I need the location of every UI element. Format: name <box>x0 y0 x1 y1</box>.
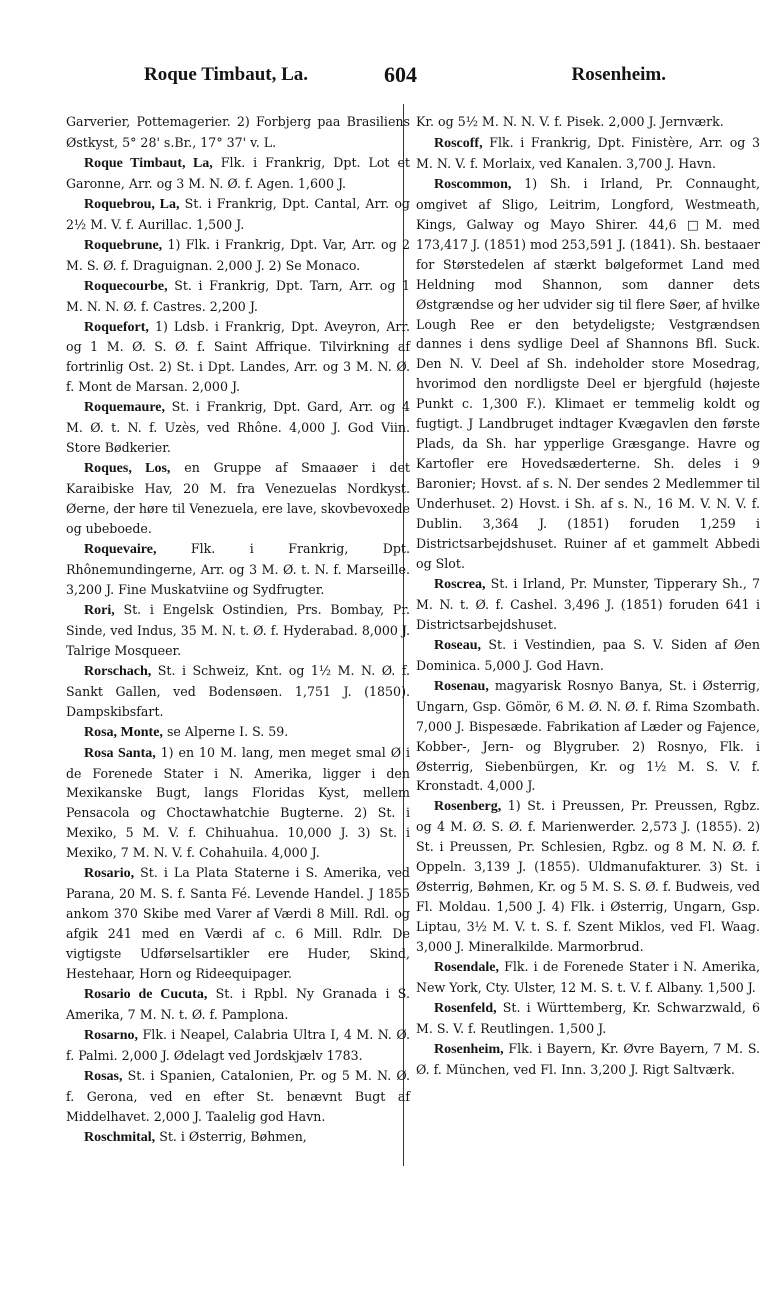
entry: Roscommon, 1) Sh. i Irland, Pr. Connaught, omgivet af Sligo, Leitrim, Longford, Westmeath, Kings, Galway og Mayo Shirer. 44,6 □M. med 173,417 J. (1851) mod 253,591 J. (1841). Sh. bestaaer for Størstedelen af stærkt bølgeformet Land med Heldning mod Shannon, som danner dets Østgrændse og her udvider sig til flere Søer, af hvilke Lough Ree er den betydeligste; Vestgrændsen dannes i dens sydlige Deel af Shannons Bfl. Suck. Den N. V. Deel af Sh. indeholder store Mosedrag, hvorimod den nordligste Deel er bjergfuld (højeste Punkt c. 1,300 F.). Klimaet er temmelig koldt og fugtigt. J Landbruget indtager Kvægavlen den første Plads, da Sh. har ypperlige Græsgange. Havre og Kartofler ere Hovedsæderterne. Sh. deles i 9 Baronier; Hovst. af s. N. Der sendes 2 Medlemmer til Underhuset. 2) Hovst. i Sh. af s. N., 16 M. V. N. V. f. Dublin. 3,364 J. (1851) foruden 1,259 i Districtsarbejdshuset. Ruiner af et gammelt Abbedi og Slot. <box>416 175 761 571</box>
entry: Roques, Los, en Gruppe af Smaaøer i det Karaibiske Hav, 20 M. fra Venezuelas Nordkyst. Øerne, der høre til Venezuela, ere lave, skovbevoxede og ubeboede. <box>66 460 411 537</box>
entry: Rosenberg, 1) St. i Preussen, Pr. Preussen, Rgbz. og 4 M. Ø. S. Ø. f. Marienwerder. 2,573 J. (1855). 2) St. i Preussen, Pr. Schlesien, Rgbz. og 8 M. N. Ø. f. Oppeln. 3,139 J. (1855). Uldmanufakturer. 3) St. i Østerrig, Bøhmen, Kr. og 5 M. S. S. Ø. f. Budweis, ved Fl. Moldau. 1,500 J. 4) Flk. i Østerrig, Ungarn, Gsp. Liptau, 3½ M. V. t. S. f. Szent Miklos, ved Fl. Waag. 3,000 J. Mineralkilde. Marmorbrud. <box>416 798 760 955</box>
entry: Rosendale, Flk. i de Forenede Stater i N. Amerika, New York, Cty. Ulster, 12 M. S. t. V. f. Albany. 1,500 J. <box>416 959 760 995</box>
header-right-catchword: Rosenheim. <box>571 64 666 85</box>
running-header <box>66 62 678 90</box>
entry: Roquebrou, La, St. i Frankrig, Dpt. Cantal, Arr. og 2½ M. V. f. Aurillac. 1,500 J. <box>66 195 410 232</box>
entry: Roquemaure, St. i Frankrig, Dpt. Gard, Arr. og 4 M. Ø. t. N. f. Uzès, ved Rhône. 4,000 J. God Viin. Store Bødkerier. <box>66 399 410 456</box>
entry: Kr. og 5½ M. N. N. V. f. Pisek. 2,000 J. Jernværk. <box>416 114 724 129</box>
entry: Rosario de Cucuta, St. i Rpbl. Ny Granada i S. Amerika, 7 M. N. t. Ø. f. Pamplona. <box>66 985 410 1022</box>
entry: Rosenau, magyarisk Rosnyo Banya, St. i Østerrig, Ungarn, Gsp. Gömör, 6 M. Ø. N. Ø. f. Rima Szombath. 7,000 J. Bispesæde. Fabrikation af Læder og Fajence, Kobber-, Jern- og Blygruber. 2) Rosnyo, Flk. i Østerrig, Siebenbürgen, Kr. og 1½ M. S. V. f. Kronstadt. 4,000 J. <box>416 677 760 794</box>
entry: Roscoff, Flk. i Frankrig, Dpt. Finistère, Arr. og 3 M. N. V. f. Morlaix, ved Kanalen. 3,700 J. Havn. <box>416 134 760 171</box>
page-number: 604 <box>384 62 417 87</box>
entry: Rorschach, St. i Schweiz, Knt. og 1½ M. N. Ø. f. Sankt Gallen, ved Bodensøen. 1,751 J. (1850). Dampskibsfart. <box>66 662 410 719</box>
entry: Roquecourbe, St. i Frankrig, Dpt. Tarn, Arr. og 1 M. N. N. Ø. f. Castres. 2,200 J. <box>66 277 410 314</box>
entry: Roschmital, St. i Østerrig, Bøhmen, <box>84 1128 307 1145</box>
entry: Rosario, St. i La Plata Staterne i S. Amerika, ved Parana, 20 M. S. f. Santa Fé. Levende Handel. J 1855 ankom 370 Skibe med Varer af Værdi 8 Mill. Rdl. og afgik 241 med en Værdi af c. 6 Mill. Rdlr. De vigtigste Udførselsartikler ere Huder, Skind, Hestehaar, Horn og Rideequipager. <box>66 865 410 982</box>
entry: Garverier, Pottemagerier. 2) Forbjerg paa Brasiliens Østkyst, 5° 28' s.Br., 17° 37' v. L. <box>66 114 410 150</box>
entry: Rosenfeld, St. i Württemberg, Kr. Schwarzwald, 6 M. S. V. f. Reutlingen. 1,500 J. <box>416 999 760 1036</box>
entry: Rori, St. i Engelsk Ostindien, Prs. Bombay, Pr. Sinde, ved Indus, 35 M. N. t. Ø. f. Hyderabad. 8,000 J. Talrige Mosqueer. <box>66 601 410 658</box>
header-left-catchword: Roque Timbaut, La. <box>144 64 309 85</box>
entry: Roquefort, 1) Ldsb. i Frankrig, Dpt. Aveyron, Arr. og 1 M. Ø. S. Ø. f. Saint Affrique. Tilvirkning af fortrinlig Ost. 2) St. i Dpt. Landes, Arr. og 3 M. N. Ø. f. Mont de Marsan. 2,000 J. <box>66 318 410 395</box>
entry: Rosa, Monte, se Alperne I. S. 59. <box>84 723 289 740</box>
entry: Roquevaire, Flk. i Frankrig, Dpt. Rhônemundingerne, Arr. og 3 M. Ø. t. N. f. Marseille. 3,200 J. Fine Muskatviine og Sydfrugter. <box>66 541 410 597</box>
entry: Rosa Santa, 1) en 10 M. lang, men meget smal Ø i de Forenede Stater i N. Amerika, ligger i den Mexikanske Bugt, langs Floridas Kyst, mellem Pensacola og Choctawhatchie Bugterne. 2) St. i Mexiko, 5 M. V. f. Chihuahua. 10,000 J. 3) St. i Mexiko, 7 M. N. V. f. Cohahuila. 4,000 J. <box>66 744 410 861</box>
left-column <box>66 112 410 1148</box>
entry: Rosas, St. i Spanien, Catalonien, Pr. og 5 M. N. Ø. f. Gerona, ved en efter St. benævnt Bugt af Middelhavet. 2,000 J. Taalelig god Havn. <box>66 1067 410 1124</box>
right-column <box>416 112 760 1080</box>
entry: Roscrea, St. i Irland, Pr. Munster, Tipperary Sh., 7 M. N. t. Ø. f. Cashel. 3,496 J. (1851) foruden 641 i Districtsarbejdshuset. <box>416 575 760 632</box>
entry: Rosenheim, Flk. i Bayern, Kr. Øvre Bayern, 7 M. S. Ø. f. München, ved Fl. Inn. 3,200 J. Rigt Saltværk. <box>416 1040 760 1077</box>
entry: Rosarno, Flk. i Neapel, Calabria Ultra I, 4 M. N. Ø. f. Palmi. 2,000 J. Ødelagt ved Jordskjælv 1783. <box>66 1026 410 1063</box>
entry: Roque Timbaut, La, Flk. i Frankrig, Dpt. Lot et Garonne, Arr. og 3 M. N. Ø. f. Agen. 1,600 J. <box>66 154 410 191</box>
entry: Roquebrune, 1) Flk. i Frankrig, Dpt. Var, Arr. og 2 M. S. Ø. f. Draguignan. 2,000 J. 2) Se Monaco. <box>66 236 410 273</box>
entry: Roseau, St. i Vestindien, paa S. V. Siden af Øen Dominica. 5,000 J. God Havn. <box>416 636 760 673</box>
